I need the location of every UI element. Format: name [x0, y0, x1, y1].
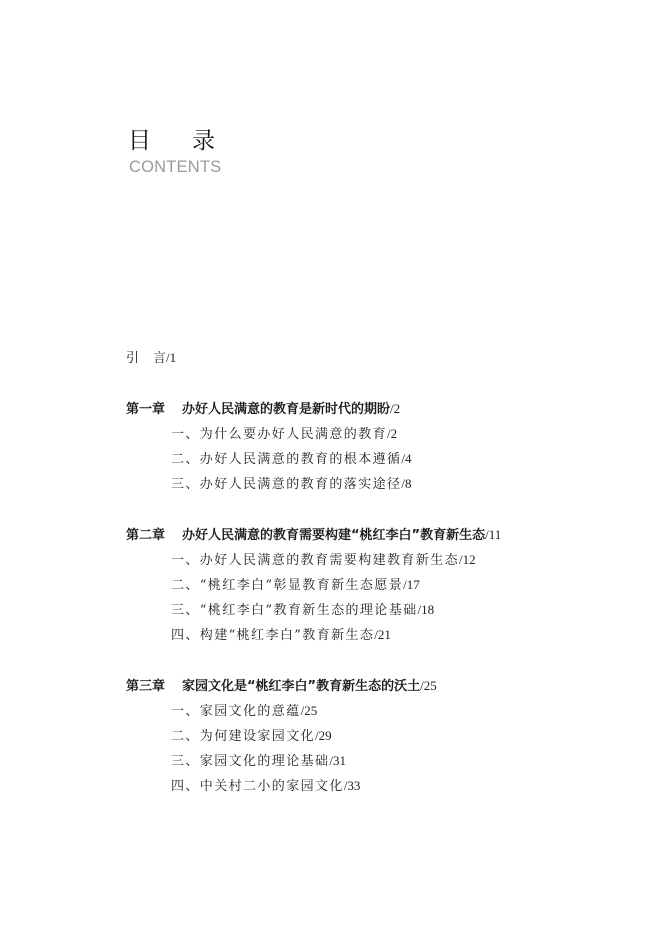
chapter-title: 家园文化是“桃红李白”教育新生态的沃土: [182, 679, 421, 694]
section-page-ref: /31: [329, 753, 347, 768]
chapter-number: 第二章: [126, 528, 166, 543]
section-page-ref: /17: [403, 577, 420, 592]
section-title: 四、构建“桃红李白”教育新生态: [171, 628, 375, 643]
page-title: [128, 122, 215, 155]
page-subtitle: CONTENTS: [129, 158, 222, 176]
toc-section-1-3[interactable]: [171, 476, 412, 493]
chapter-title: 办好人民满意的教育需要构建“桃红李白”教育新生态: [182, 528, 486, 543]
toc-section-1-1[interactable]: [171, 426, 397, 443]
toc-section-3-1[interactable]: [171, 703, 317, 720]
toc-section-2-1[interactable]: [171, 552, 476, 569]
toc-chapter-1[interactable]: [126, 401, 400, 418]
toc-section-3-4[interactable]: [171, 778, 360, 795]
toc-chapter-2[interactable]: [126, 527, 501, 544]
chapter-page-ref: /11: [485, 527, 502, 542]
section-page-ref: /25: [300, 703, 318, 718]
intro-page-ref: /1: [166, 350, 177, 365]
section-title: 二、办好人民满意的教育的根本遵循: [171, 452, 402, 467]
toc-section-2-4[interactable]: [171, 627, 391, 644]
section-page-ref: /4: [401, 451, 412, 466]
toc-section-1-2[interactable]: [171, 451, 412, 468]
toc-section-2-2[interactable]: [171, 577, 420, 594]
chapter-number: 第一章: [126, 402, 166, 417]
section-title: 三、家园文化的理论基础: [171, 754, 330, 769]
toc-section-3-3[interactable]: [171, 753, 346, 770]
toc-section-2-3[interactable]: [171, 602, 434, 619]
intro-char-yin: 引: [126, 351, 140, 366]
section-title: 一、为什么要办好人民满意的教育: [171, 427, 388, 442]
section-title: 四、中关村二小的家园文化: [171, 779, 344, 794]
section-page-ref: /29: [315, 728, 332, 743]
section-page-ref: /12: [459, 552, 476, 567]
chapter-page-ref: /2: [390, 401, 401, 416]
section-page-ref: /21: [374, 627, 391, 642]
section-title: 一、家园文化的意蕴: [171, 704, 301, 719]
section-page-ref: /18: [417, 602, 435, 617]
toc-section-3-2[interactable]: [171, 728, 332, 745]
intro-char-yan: 言: [153, 351, 167, 366]
chapter-page-ref: /25: [420, 678, 437, 693]
section-title: 三、“桃红李白”教育新生态的理论基础: [171, 603, 418, 618]
toc-chapter-3[interactable]: [126, 678, 437, 695]
section-title: 二、为何建设家园文化: [171, 729, 316, 744]
section-title: 二、“桃红李白”彰显教育新生态愿景: [171, 578, 404, 593]
toc-entry-intro[interactable]: [126, 350, 176, 367]
section-page-ref: /33: [343, 778, 361, 793]
title-char-lu: 录: [192, 128, 215, 154]
section-title: 一、办好人民满意的教育需要构建教育新生态: [171, 553, 460, 568]
section-title: 三、办好人民满意的教育的落实途径: [171, 477, 402, 492]
section-page-ref: /2: [387, 426, 398, 441]
chapter-title: 办好人民满意的教育是新时代的期盼: [182, 402, 391, 417]
title-char-mu: 目: [128, 128, 151, 154]
chapter-number: 第三章: [126, 679, 166, 694]
section-page-ref: /8: [401, 476, 412, 491]
